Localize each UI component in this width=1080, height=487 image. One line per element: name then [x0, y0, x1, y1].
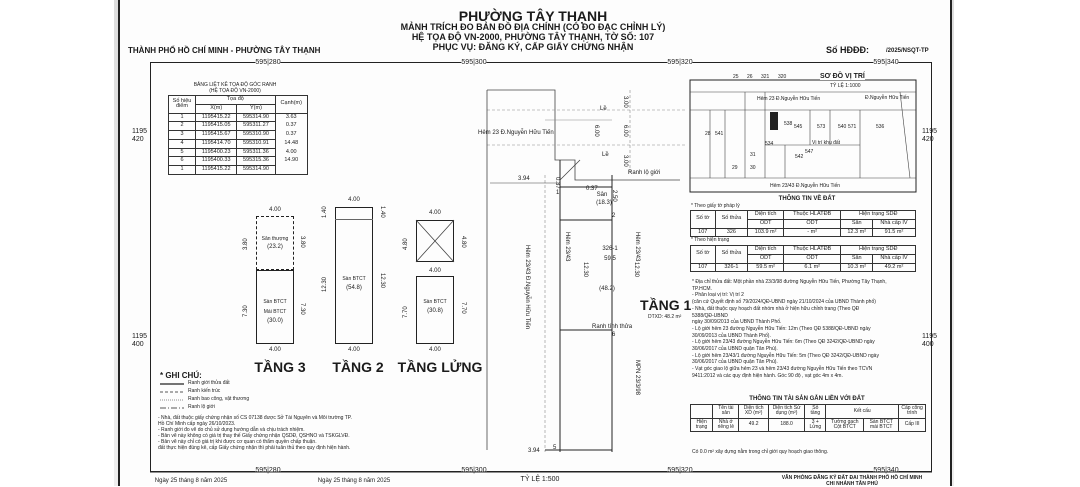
note-line: * Địa chỉ thửa đất: Một phần nhà 23/3/98 đường Nguyễn Hữu Tiến, Phường Tây Thạnh,: [692, 279, 887, 285]
note-line: (căn cứ Quyết định số 79/2024/QĐ-UBND ngày 21/10/2024 của UBND Thành phố): [692, 299, 876, 306]
note-line: 30/06/2017 của UBND quận Tân Phú).: [692, 346, 778, 353]
grid-label-top: 595|300: [461, 59, 487, 66]
note-line: ngày 30/09/2013 của UBND Thành Phố.: [692, 319, 782, 326]
plan-bldg-area: (48.2): [599, 286, 615, 292]
plan-point: 5: [553, 445, 557, 451]
table-row: 5 1195400.23 595311.36 4.00: [169, 148, 308, 157]
location-lot: 30: [750, 165, 756, 171]
plan-dim-left: 3.94: [518, 176, 530, 182]
table-row: 107 326-1 59.5 m² 6.1 m² 10.3 m² 49.2 m²: [691, 263, 916, 272]
floor2-dim-top: 4.00: [348, 197, 360, 203]
mezz-dim-mid: 4.00: [429, 268, 441, 274]
legend-note: - Nhà, đất thuộc giấy chứng nhận số CS 07138 được Sở Tài Nguyên và Môi trường TP.: [158, 415, 352, 421]
table-row: 1 1195415.22 595314.90: [169, 166, 308, 175]
plan-dim-037a: 0.37: [554, 177, 560, 189]
location-vitri: Vị trí khu đất: [812, 140, 841, 146]
location-num: 320: [778, 74, 787, 80]
location-street: Hẻm 23 Đ.Nguyễn Hữu Tiến: [757, 96, 821, 102]
footer-date2: Ngày 25 tháng 8 năm 2025: [317, 478, 391, 484]
legend-note: - Ranh giới đo vẽ do chủ sử dụng hướng dẫn và chịu trách nhiệm.: [158, 427, 305, 433]
table-row: 2 1195415.05 595311.27 0.37: [169, 122, 308, 131]
footer-office2: CHI NHÁNH TÂN PHÚ: [826, 481, 878, 487]
location-lot: 541: [715, 131, 724, 137]
footer-scale: TỶ LỆ 1:500: [520, 476, 560, 483]
note-line: - Lộ giới hẻm 23/43 đường Nguyễn Hữu Tiến: 6m (Theo QĐ 3242/QĐ-UBND ngày: [692, 339, 875, 346]
floor3-room1: Sân thượng: [261, 236, 289, 242]
legend-item: Ranh kiến trúc: [188, 388, 221, 394]
location-lot: 547: [805, 149, 814, 155]
grid-label-bottom: 595|280: [255, 467, 281, 474]
note-line: - Phân loại vị trí: Vị trí 2: [692, 292, 744, 299]
mezz-room: Sàn BTCT: [423, 299, 447, 305]
floor3-area2: (30.0): [267, 318, 283, 324]
plan-le2: Lề: [602, 152, 609, 158]
plan-parcel: 326-1: [602, 246, 618, 252]
floor3-dim-bottom: 4.00: [269, 347, 281, 353]
coord-h-x: X(m): [210, 104, 223, 111]
legend-note: - Bản vẽ này chỉ có giá trị khi được cơ quan có thẩm quyền chấp thuận.: [158, 439, 317, 445]
location-num: 25: [733, 74, 739, 80]
legend-item: Ranh giới thửa đất: [188, 380, 230, 386]
grid-label-bottom: 595|340: [873, 467, 899, 474]
header-line3: PHỤC VỤ: ĐĂNG KÝ, CẤP GIẤY CHỨNG NHẬN: [432, 42, 634, 52]
table-row: 6 1195400.33 595315.36 14.90: [169, 157, 308, 166]
mezz-dim-bottom: 4.00: [429, 347, 441, 353]
floor3-room2b: Mái BTCT: [263, 309, 287, 315]
location-lot: 573: [817, 124, 826, 130]
floor2-area: (54.8): [346, 285, 362, 291]
plan-dim-1230a: 12.30: [582, 262, 588, 278]
legend-item: Ranh bao công, vật thương: [188, 396, 250, 402]
coord-table-title: BẢNG LIỆT KÊ TỌA ĐỘ GÓC RANH: [193, 82, 277, 88]
plan-ranh-tinh-thua: Ranh tính thửa: [592, 324, 633, 330]
mezz-dim-right-top: 4.80: [460, 236, 466, 248]
plan-point: 2: [612, 213, 616, 219]
coord-h-y: Y(m): [249, 104, 262, 111]
asset-footnote: Có 0.0 m² xây dựng nằm trong chỉ giới quy hoạch giao thông.: [692, 449, 829, 455]
footer-date1: Ngày 25 tháng 8 năm 2025: [154, 478, 228, 484]
note-line: 30/09/2013 của UBND Thành Phố).: [692, 332, 771, 339]
header-line2: HỆ TỌA ĐỘ VN-2000, PHƯỜNG TÂY THẠNH, TỜ SỐ: 107: [411, 32, 655, 42]
doc-no-value: /2025/NSQT-TP: [886, 48, 929, 54]
footer-office: VĂN PHÒNG ĐĂNG KÝ ĐẤT ĐAI THÀNH PHỐ HỒ CHÍ MINH: [781, 475, 923, 481]
grid-label-bottom: 595|300: [461, 467, 487, 474]
floor3-dim-left-bot: 7.30: [243, 305, 249, 317]
floor2-dim-bottom: 4.00: [348, 347, 360, 353]
table-row: Hiện trạng Nhà ở riêng lẻ 49.2 188.0 3 + Lửng Tường gạch Cột BTCT Sàn BTCT mái BTCT Cấp III: [691, 418, 926, 432]
land-info-table-legal: Số tờ Số thửa Diện tích Thuộc HLATĐB Hiện trạng SDĐ ODT ODT Sân Nhà cấp IV 107 326 103.9 m² - m² 12.3 m² 91.5 m²: [690, 210, 916, 237]
floor2-title: TẦNG 2: [332, 359, 384, 375]
plan-mpn: MPN 23/3/98: [634, 360, 640, 396]
plan-dim: 6.00: [593, 125, 599, 137]
asset-title: THÔNG TIN TÀI SẢN GẮN LIỀN VỚI ĐẤT: [749, 396, 865, 402]
city-label: THÀNH PHỐ HỒ CHÍ MINH - PHƯỜNG TÂY THẠNH: [128, 46, 321, 55]
ward-title: PHƯỜNG TÂY THẠNH: [458, 8, 608, 24]
land-info-title: THÔNG TIN VỀ ĐẤT: [778, 196, 836, 202]
coord-h-coord: Tọa độ: [226, 96, 244, 102]
floor3-title: TẦNG 3: [254, 359, 306, 375]
grid-label-left: 1195 420: [132, 128, 148, 144]
note-line: - Nhà, đất thuộc quy hoạch đất nhóm nhà ở hiện hữu chỉnh trang (Theo QĐ: [692, 305, 860, 312]
plan-dim-037b: 0.37: [586, 186, 598, 192]
doc-no-label: Số HĐĐĐ:: [826, 45, 869, 55]
plan-dim: 3.00: [622, 155, 628, 167]
table-row: 107 326 103.9 m² - m² 12.3 m² 91.5 m²: [691, 228, 916, 237]
plan-street-top: Hẻm 23 Đ.Nguyễn Hữu Tiến: [478, 130, 554, 136]
grid-label-right: 1195 400: [922, 333, 938, 349]
table-row: 3 1195415.67 595310.90 0.37: [169, 131, 308, 140]
mezz-dim-left-bot: 7.70: [403, 306, 409, 318]
floor2-dim-right-top: 1.40: [379, 206, 385, 218]
coord-table-subtitle: (HỆ TỌA ĐỘ VN-2000): [209, 88, 261, 94]
plan-san: Sân: [596, 192, 608, 198]
plan-le1: Lề: [600, 106, 607, 112]
location-title: SƠ ĐỒ VỊ TRÍ: [820, 73, 865, 80]
floor2-dim-left: 12.30: [322, 276, 328, 292]
mezz-title: TẦNG LỬNG: [397, 359, 483, 375]
plan-alley-left: Hẻm 23/43 Đ.Nguyễn Hữu Tiến: [524, 245, 530, 330]
coord-h-point: Số hiệu điểm: [172, 97, 192, 110]
mezz-dim-right-bot: 7.70: [460, 302, 466, 314]
plan-san-area: (18.3): [596, 200, 612, 206]
grid-label-top: 595|280: [255, 59, 281, 66]
location-num: 321: [761, 74, 770, 80]
plan-dim-1230b: 12.30: [633, 262, 639, 278]
asset-table: Tên tài sản Diện tích XD (m²) Diện tích Sử dụng (m²) Số tầng Kết cấu Cấp công trình Hiện trạng Nhà ở riêng lẻ 49.2 188.0 3 + Lửng Tường gạch Cột BTCT Sàn BTCT mái BTCT Cấp III: [690, 404, 926, 432]
notes-right: [692, 279, 928, 380]
plan-hem-2343a: Hẻm 23/43: [564, 232, 570, 262]
location-lot: 31: [750, 152, 756, 158]
location-lot: 540: [838, 124, 847, 130]
note-line: - Vạt góc giao lộ giữa hẻm 23 và hẻm 23/43 đường Nguyễn Hữu Tiến theo TCVN: [692, 366, 873, 373]
land-info-sub2: * Theo hiện trạng: [691, 237, 730, 243]
plan-parcel-area: 59.5: [604, 256, 616, 262]
location-lot: 534: [765, 141, 774, 147]
note-line: 5388/QĐ-UBND: [692, 312, 728, 319]
mezz-dim-left-top: 4.80: [403, 238, 409, 250]
coord-h-edge: Cạnh(m): [280, 100, 302, 107]
mezz-dim-top: 4.00: [429, 210, 441, 216]
plan-hem-2343b: Hẻm 23/43: [634, 232, 640, 262]
land-info-sub1: * Theo giấy tờ pháp lý: [691, 203, 740, 209]
location-num: 26: [747, 74, 753, 80]
location-street3: Đ.Nguyễn Hữu Tiến: [865, 95, 910, 101]
plan-dim-bottom: 3.94: [528, 448, 540, 454]
location-lot: 538: [784, 121, 793, 127]
plan-point: 6: [612, 332, 616, 338]
floor3-area1: (23.2): [267, 244, 283, 250]
legend-note: đất thực hiện đúng kê, cấp Giấy chứng nhận thì phải tuân thủ theo quy định hiện hành.: [158, 445, 351, 451]
plan-dim: 6.00: [622, 125, 628, 137]
location-lot: 28: [705, 131, 711, 137]
grid-label-top: 595|340: [873, 59, 899, 66]
floor2-dim-right: 12.30: [379, 273, 385, 289]
location-scale: TỶ LỆ 1:1000: [830, 83, 861, 89]
grid-label-top: 595|320: [667, 59, 693, 66]
location-lot: 542: [795, 154, 804, 160]
plan-dim-250: 2.50: [611, 190, 617, 202]
note-line: - Lộ giới hẻm 23/43/1 đường Nguyễn Hữu Tiến: 5m (Theo QĐ 3242/QĐ-UBND ngày: [692, 352, 879, 359]
floor2-dim-left-top: 1.40: [322, 206, 328, 218]
legend-title: * GHI CHÚ:: [160, 371, 202, 380]
plan-dim: 3.00: [622, 96, 628, 108]
legend-item: Ranh lộ giới: [188, 404, 215, 410]
floor3-dim-left-top: 3.80: [243, 238, 249, 250]
plan-floor1: TẦNG 1: [640, 297, 692, 313]
floor3-dim-top: 4.00: [269, 207, 281, 213]
mezz-area: (30.8): [427, 308, 443, 314]
grid-label-bottom: 595|320: [667, 467, 693, 474]
note-line: 9411:2012 và các quy định hiện hành. Góc 90 độ , vạt góc 4m x 4m.: [692, 372, 843, 379]
plan-dtxd: DTXD: 48.2 m²: [648, 314, 682, 320]
location-street2: Hẻm 23/43 Đ.Nguyễn Hữu Tiến: [770, 183, 841, 189]
note-line: TP.HCM.: [692, 285, 712, 292]
plan-ranh-lo-gioi: Ranh lộ giới: [628, 170, 661, 176]
grid-label-right: 1195 420: [922, 128, 938, 144]
legend-note: Hồ Chí Minh cấp ngày 26/10/2023.: [158, 421, 236, 427]
note-line: 30/06/2017 của UBND quận Tân Phú).: [692, 359, 778, 366]
grid-label-left: 1195 400: [132, 333, 148, 349]
floor3-room2: Sàn BTCT: [263, 299, 287, 305]
location-lot: 536: [876, 124, 885, 130]
floor3-dim-right-bot: 7.30: [299, 303, 305, 315]
note-line: - Lộ giới hẻm 23 đường Nguyễn Hữu Tiến: 12m (Theo QĐ 5388/QĐ-UBND ngày: [692, 325, 871, 332]
legend-note: - Bản vẽ này không có giá trị thay thế Giấy chứng nhận QSDĐ, QSHNO và TSKGLVĐ.: [158, 433, 350, 439]
table-row: 1 1195415.22 595314.90 3.63: [169, 113, 308, 122]
location-lot: 29: [732, 165, 738, 171]
plan-point: 1: [556, 190, 560, 196]
table-row: 4 1195414.70 595310.91 14.48: [169, 139, 308, 148]
location-lot: 571: [848, 124, 857, 130]
land-info-table-current: Số tờ Số thửa Diện tích Thuộc HLATĐB Hiện trạng SDĐ ODT ODT Sân Nhà cấp IV 107 326-1 59.5 m² 6.1 m² 10.3 m² 49.2 m²: [690, 245, 916, 272]
header-line1: MẢNH TRÍCH ĐO BẢN ĐỒ ĐỊA CHÍNH (CÓ ĐO ĐẠC CHỈNH LÝ): [400, 22, 666, 32]
floor2-room: Sàn BTCT: [342, 276, 366, 282]
floor3-dim-right-top: 3.80: [299, 236, 305, 248]
location-lot: 545: [794, 124, 803, 130]
